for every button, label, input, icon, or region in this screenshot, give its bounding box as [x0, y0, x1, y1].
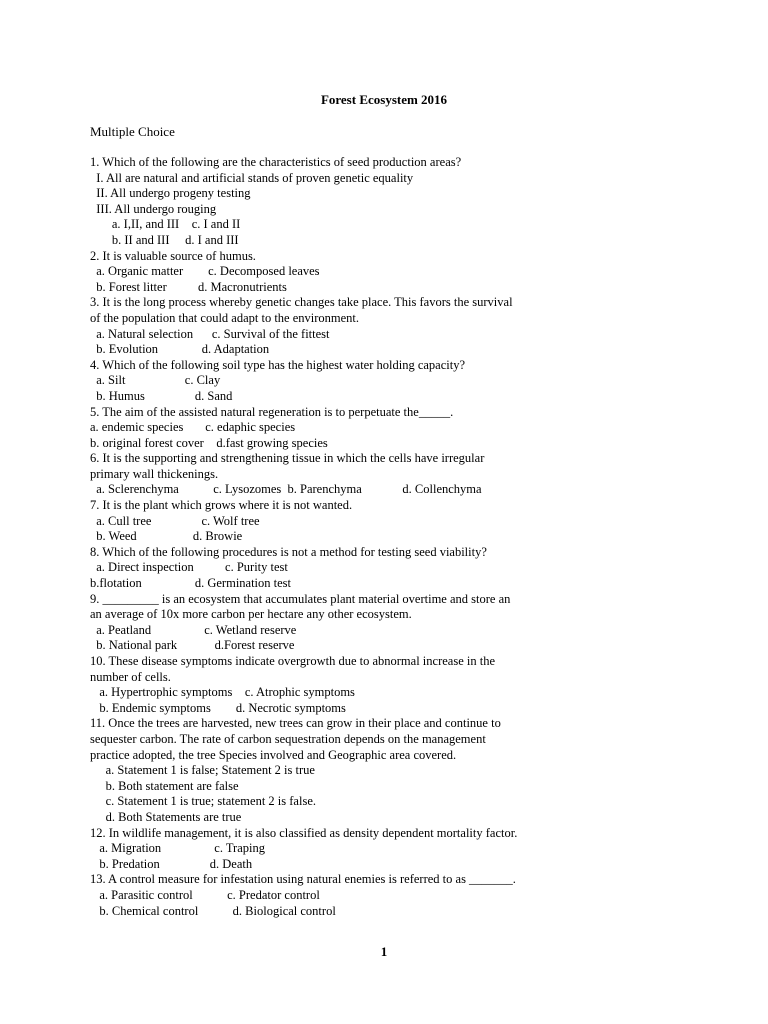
- text-line: a. Cull tree c. Wolf tree: [90, 513, 260, 528]
- text-line: a. Silt c. Clay: [90, 373, 221, 388]
- text-line: a. Direct inspection c. Purity test: [90, 560, 288, 575]
- text-line: 10. These disease symptoms indicate overgrowth due to abnormal increase in the: [90, 654, 495, 668]
- text-line: b. National park d.Forest reserve: [90, 638, 295, 653]
- text-line: practice adopted, the tree Species involved and Geographic area covered.: [90, 747, 457, 762]
- text-line: b. Endemic symptoms d. Necrotic symptoms: [90, 700, 346, 715]
- text-line: b. Both statement are false: [90, 778, 239, 793]
- text-line: I. All are natural and artificial stands of proven genetic equality: [90, 170, 414, 185]
- text-line: number of cells.: [90, 669, 171, 684]
- text-line: 2. It is valuable source of humus.: [90, 248, 256, 263]
- text-line: 4. Which of the following soil type has the highest water holding capacity?: [90, 357, 466, 372]
- document-title: Forest Ecosystem 2016: [320, 92, 448, 107]
- text-line: a. Natural selection c. Survival of the fittest: [90, 326, 330, 341]
- page-number: 1: [380, 944, 388, 959]
- text-line: 8. Which of the following procedures is not a method for testing seed viability?: [90, 544, 487, 559]
- text-line: b. Humus d. Sand: [90, 388, 233, 403]
- text-line: a. Migration c. Traping: [90, 841, 265, 856]
- text-line: a. Sclerenchyma c. Lysozomes b. Parenchyma d. Collenchyma: [90, 482, 482, 497]
- text-line: a. Parasitic control c. Predator control: [90, 887, 320, 902]
- question-list: [90, 155, 550, 919]
- text-line: b.flotation d. Germination test: [90, 576, 292, 591]
- text-line: of the population that could adapt to the environment.: [90, 310, 360, 325]
- text-line: a. Peatland c. Wetland reserve: [90, 622, 297, 637]
- text-line: b. Weed d. Browie: [90, 529, 243, 544]
- text-line: 3. It is the long process whereby genetic changes take place. This favors the survival: [90, 295, 513, 310]
- text-line: III. All undergo rouging: [90, 201, 217, 216]
- text-line: a. Statement 1 is false; Statement 2 is true: [90, 763, 315, 778]
- text-line: 12. In wildlife management, it is also classified as density dependent mortality factor.: [90, 825, 518, 840]
- text-line: c. Statement 1 is true; statement 2 is false.: [90, 794, 316, 809]
- text-line: 13. A control measure for infestation using natural enemies is referred to as _______.: [90, 872, 516, 887]
- text-line: 6. It is the supporting and strengthening tissue in which the cells have irregular: [90, 451, 485, 466]
- text-line: a. Hypertrophic symptoms c. Atrophic symptoms: [90, 685, 355, 700]
- text-line: b. Evolution d. Adaptation: [90, 342, 270, 357]
- text-line: 1. Which of the following are the characteristics of seed production areas?: [90, 155, 462, 169]
- text-line: 11. Once the trees are harvested, new trees can grow in their place and continue to: [90, 716, 501, 731]
- text-line: II. All undergo progeny testing: [90, 186, 251, 201]
- text-line: sequester carbon. The rate of carbon sequestration depends on the management: [90, 731, 486, 746]
- text-line: b. Forest litter d. Macronutrients: [90, 279, 287, 294]
- text-line: a. I,II, and III c. I and II: [90, 217, 241, 232]
- text-line: 9. _________ is an ecosystem that accumulates plant material overtime and store an: [90, 591, 511, 606]
- section-heading: Multiple Choice: [90, 124, 175, 139]
- text-line: a. endemic species c. edaphic species: [90, 420, 296, 435]
- text-line: a. Organic matter c. Decomposed leaves: [90, 264, 320, 279]
- text-line: an average of 10x more carbon per hectare any other ecosystem.: [90, 607, 412, 622]
- text-line: d. Both Statements are true: [90, 809, 242, 824]
- text-line: b. original forest cover d.fast growing species: [90, 435, 328, 450]
- text-line: primary wall thickenings.: [90, 466, 219, 481]
- text-line: b. Predation d. Death: [90, 856, 253, 871]
- text-line: 7. It is the plant which grows where it is not wanted.: [90, 498, 353, 513]
- text-line: 5. The aim of the assisted natural regeneration is to perpetuate the_____.: [90, 404, 454, 419]
- text-line: b. II and III d. I and III: [90, 232, 239, 247]
- text-line: b. Chemical control d. Biological control: [90, 903, 336, 918]
